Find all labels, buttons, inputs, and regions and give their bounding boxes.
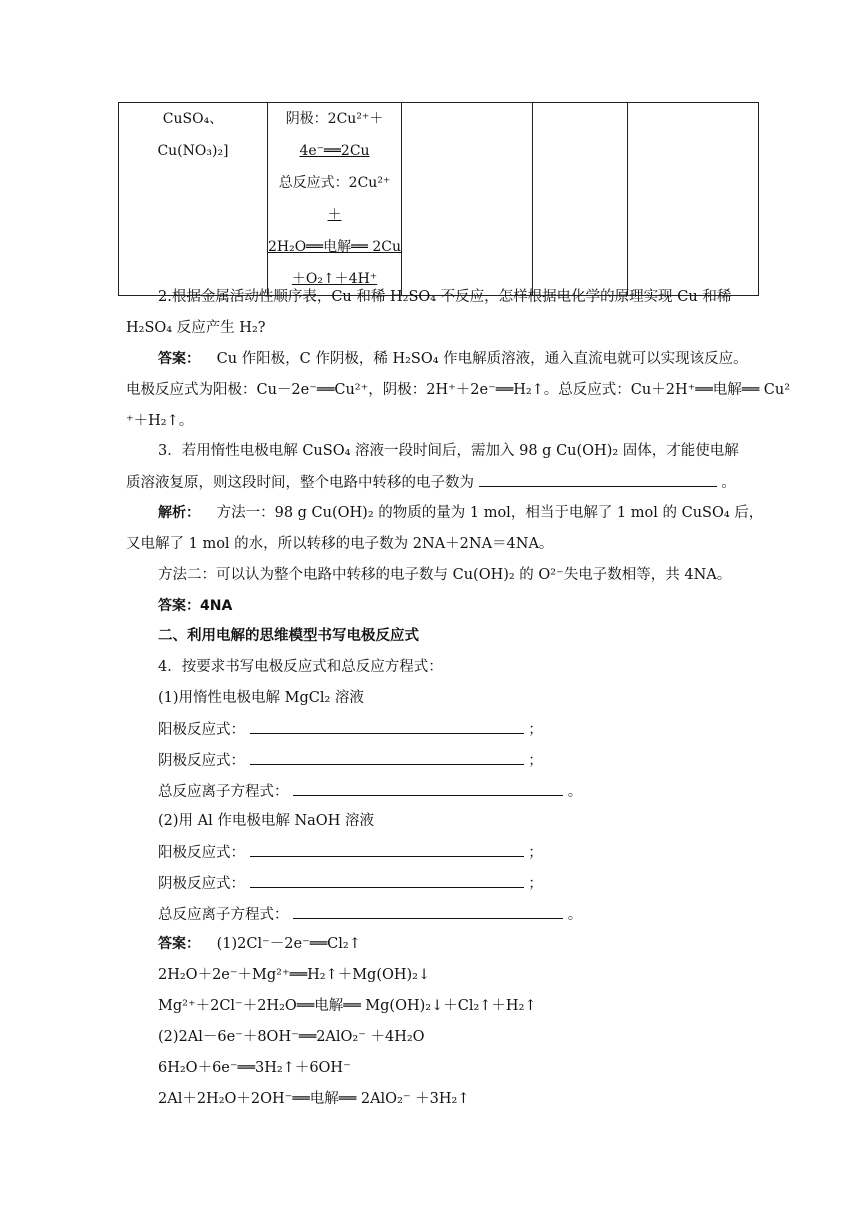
q3-line — [126, 472, 736, 493]
anode-label: 阳极反应式： — [158, 722, 245, 738]
table-cell-reactions — [268, 103, 402, 296]
q4-part1: (1)用惰性电极电解 MgCl₂ 溶液 — [158, 690, 364, 706]
answer-line: 2Al＋2H₂O＋2OH⁻══电解══ 2AlO₂⁻ ＋3H₂↑ — [158, 1091, 470, 1107]
q4-cathode-row — [158, 873, 543, 894]
q4-total-row — [158, 904, 582, 925]
section-title: 二、利用电解的思维模型书写电极反应式 — [158, 628, 419, 644]
table-cell-empty — [402, 103, 533, 296]
q4-cathode-row — [158, 750, 543, 771]
q4-answer — [158, 934, 361, 954]
answer-label: 答案： — [158, 351, 200, 367]
analysis-text: 方法一：98 g Cu(OH)₂ 的物质的量为 1 mol，相当于电解了 1 mol 的 CuSO₄ 后， — [216, 505, 764, 521]
answer-line: (2)2Al－6e⁻＋8OH⁻══2AlO₂⁻ ＋4H₂O — [158, 1029, 425, 1045]
total-blank-1[interactable] — [293, 781, 563, 796]
semicolon: ； — [528, 845, 543, 861]
q4-intro: 4．按要求书写电极反应式和总反应方程式： — [158, 659, 443, 675]
q2-line: 2.根据金属活动性顺序表，Cu 和稀 H₂SO₄ 不反应，怎样根据电化学的原理实现 Cu 和稀 — [158, 289, 732, 305]
table-cell-electrolyte — [119, 103, 268, 296]
table-cell-empty — [628, 103, 759, 296]
semicolon: ； — [528, 722, 543, 738]
semicolon: ； — [528, 876, 543, 892]
answer-line: 2H₂O＋2e⁻＋Mg²⁺══H₂↑＋Mg(OH)₂↓ — [158, 967, 431, 983]
table-row — [119, 103, 759, 296]
q4-anode-row — [158, 719, 543, 740]
cell-line: ＋O₂↑＋4H⁺ — [291, 271, 378, 287]
cathode-label: 阴极反应式： — [158, 876, 245, 892]
cell-line: 总反应式：2Cu²⁺ — [278, 175, 391, 191]
cell-line: ＋ — [327, 207, 342, 223]
cell-line: Cu(NO₃)₂] — [157, 143, 229, 159]
answer-text: (1)2Cl⁻－2e⁻══Cl₂↑ — [216, 936, 361, 952]
cell-line: CuSO₄、 — [162, 111, 224, 127]
total-label: 总反应离子方程式： — [158, 907, 289, 923]
table-cell-empty — [533, 103, 628, 296]
anode-blank-1[interactable] — [250, 719, 524, 734]
q3-line: 3．若用惰性电极电解 CuSO₄ 溶液一段时间后，需加入 98 g Cu(OH)₂ 固体，才能使电解 — [158, 443, 739, 459]
q3-end: 。 — [721, 475, 736, 491]
period: 。 — [567, 784, 583, 800]
q2-answer — [158, 349, 748, 369]
answer-text: Cu 作阳极，C 作阴极，稀 H₂SO₄ 作电解质溶液，通入直流电就可以实现该反应。 — [216, 351, 748, 367]
answer-label: 答案： — [158, 936, 200, 952]
anode-blank-2[interactable] — [250, 842, 524, 857]
q3-analysis — [158, 503, 763, 523]
q4-anode-row — [158, 842, 543, 863]
cell-line: 阴极：2Cu²⁺＋ — [285, 111, 384, 127]
period: 。 — [567, 907, 583, 923]
q3-answer: 答案：4NA — [158, 598, 233, 614]
semicolon: ； — [528, 753, 543, 769]
cathode-blank-2[interactable] — [250, 873, 524, 888]
analysis-label: 解析： — [158, 505, 200, 521]
cathode-label: 阴极反应式： — [158, 753, 245, 769]
q3-text: 质溶液复原，则这段时间，整个电路中转移的电子数为 — [126, 475, 474, 491]
analysis-line: 方法二：可以认为整个电路中转移的电子数与 Cu(OH)₂ 的 O²⁻失电子数相等，共 4NA。 — [158, 567, 732, 583]
answer-line: Mg²⁺＋2Cl⁻＋2H₂O══电解══ Mg(OH)₂↓＋Cl₂↑＋H₂↑ — [158, 998, 537, 1014]
answer-line: 电极反应式为阳极：Cu－2e⁻══Cu²⁺，阴极：2H⁺＋2e⁻══H₂↑。总反应式：Cu＋2H⁺══电解══ Cu² — [126, 382, 791, 398]
q2-line: H₂SO₄ 反应产生 H₂? — [126, 320, 266, 336]
q3-answer-blank[interactable] — [479, 472, 717, 487]
q4-part2: (2)用 Al 作电极电解 NaOH 溶液 — [158, 813, 374, 829]
total-label: 总反应离子方程式： — [158, 784, 289, 800]
cathode-blank-1[interactable] — [250, 750, 524, 765]
analysis-line: 又电解了 1 mol 的水，所以转移的电子数为 2NA＋2NA＝4NA。 — [126, 536, 554, 552]
answer-line: ⁺＋H₂↑。 — [126, 413, 194, 429]
anode-label: 阳极反应式： — [158, 845, 245, 861]
electrolysis-table — [118, 102, 759, 296]
cell-line: 4e⁻══2Cu — [299, 143, 370, 159]
total-blank-2[interactable] — [293, 904, 563, 919]
answer-line: 6H₂O＋6e⁻══3H₂↑＋6OH⁻ — [158, 1060, 351, 1076]
cell-line: 2H₂O══电解══ 2Cu — [268, 239, 402, 255]
q4-total-row — [158, 781, 582, 802]
